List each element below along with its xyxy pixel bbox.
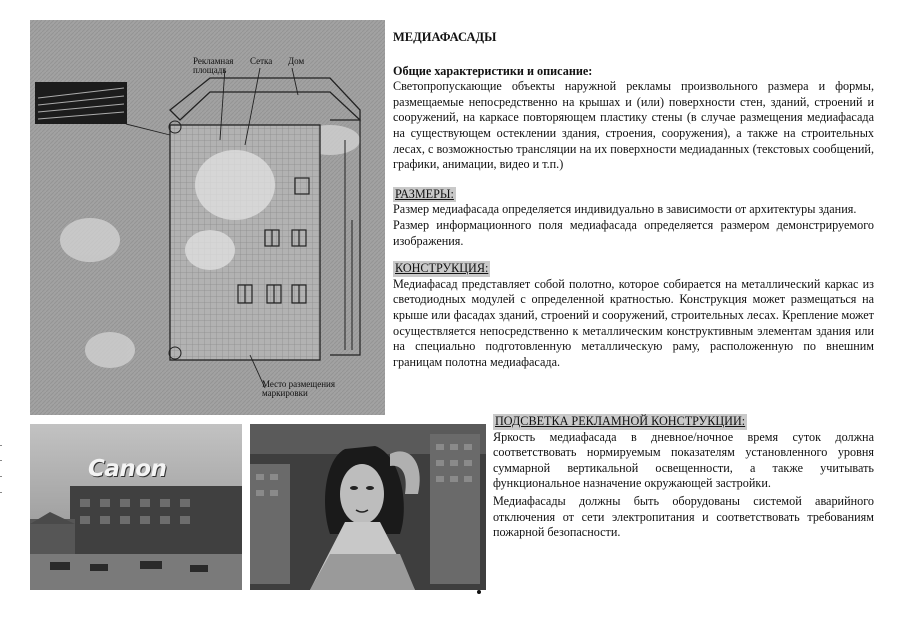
media-facade-diagram bbox=[30, 20, 385, 415]
photo-canon-building bbox=[30, 424, 242, 590]
sizes-heading: РАЗМЕРЫ: bbox=[395, 186, 454, 201]
general-heading: Общие характеристики и описание: bbox=[393, 63, 593, 78]
canon-sign: Canon bbox=[88, 456, 167, 482]
lighting-text-2: Медиафасады должны быть оборудованы системой аварийного отключения от сети электропитания и соответствовать требованиям пожарной безопасности. bbox=[493, 493, 874, 540]
label-marking: Место размещения маркировки bbox=[262, 379, 335, 398]
lighting-text-1: Яркость медиафасада в дневное/ночное время суток должна соответствовать нормируемым показателям установленного уровня суммарной вертикальной освещенности, а также учитывать функциональное назначение окружающей застройки. bbox=[493, 429, 874, 491]
text-column bbox=[393, 30, 874, 370]
diagram-drawing bbox=[30, 20, 385, 415]
label-grid: Сетка bbox=[250, 56, 273, 66]
label-house: Дом bbox=[288, 56, 305, 66]
general-text: Светопропускающие объекты наружной рекламы произвольного размера и формы, размещаемые непосредственно на крышах и (или) поверхности стен, зданий, строений и сооружений, на каркасе повторяющем пластику стены (в случае размещения медиафасада на существующем остеклении здания, строения, сооружения), а также на строительных лесах, с возможностью трансляции на их поверхности медиаданных (текстовых сообщений, графики, анимации, видео и т.п.) bbox=[393, 79, 874, 172]
sizes-text-2: Размер информационного поля медиафасада определяется размером демонстрируемого изображения. bbox=[393, 217, 874, 248]
sizes-text-1: Размер медиафасада определяется индивидуально в зависимости от архитектуры здания. bbox=[393, 202, 857, 217]
lighting-heading: ПОДСВЕТКА РЕКЛАМНОЙ КОНСТРУКЦИИ: bbox=[495, 414, 746, 428]
construction-heading: КОНСТРУКЦИЯ: bbox=[395, 261, 489, 276]
dot-marker bbox=[477, 590, 481, 594]
page-title: МЕДИАФАСАДЫ bbox=[393, 30, 497, 44]
photo-portrait-facade bbox=[250, 424, 486, 590]
construction-text: Медиафасад представляет собой полотно, которое собирается на металлический каркас из светодиодных модулей с определенной кратностью. Конструкция может размещаться на крыше или фасадах зданий, строений и сооружений, строительных лесах. Крепление может осуществляется непосредственно к металлическим конструктивным элементам здания или на специально подготовленную металлическую раму, расположенную по внешним границам полотна медиафасада. bbox=[393, 276, 874, 369]
label-ad-area: Рекламная площадь bbox=[193, 56, 234, 75]
lighting-section bbox=[493, 414, 874, 541]
